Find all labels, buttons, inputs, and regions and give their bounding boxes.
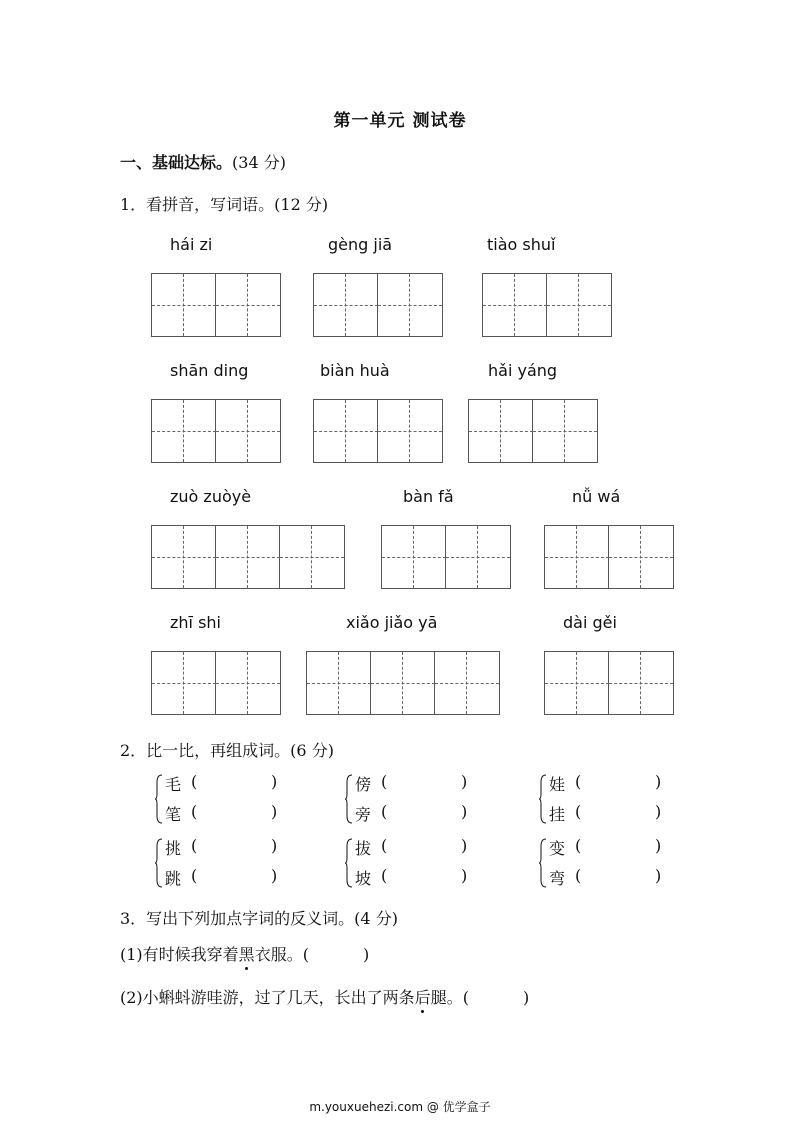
- writing-cell[interactable]: [307, 652, 371, 714]
- paren-close: ): [655, 802, 662, 821]
- paren-close: ): [522, 988, 530, 1007]
- section-1-heading: [120, 150, 286, 173]
- question-1-label: 1．看拼音，写词语。(12 分): [120, 195, 329, 214]
- pinyin-label: tiào shuǐ: [487, 235, 556, 254]
- paren-open: (: [191, 772, 198, 791]
- paren-open: (: [381, 802, 388, 821]
- brace-icon: [345, 774, 353, 824]
- footer-watermark: m.youxuehezi.com @ 优学盒子: [309, 1100, 491, 1114]
- paren-open: (: [191, 836, 198, 855]
- paren-open: (: [191, 802, 198, 821]
- sentence-text: 腿。(: [430, 988, 469, 1007]
- pinyin-label: shān ding: [170, 361, 249, 380]
- question-2-label: 2．比一比，再组成词。(6 分): [120, 741, 334, 760]
- brace-icon: [345, 838, 353, 888]
- pinyin-label: gèng jiā: [328, 235, 393, 254]
- writing-cell[interactable]: [609, 652, 673, 714]
- char: 挑: [165, 839, 182, 858]
- section-1-label: 一、基础达标。: [120, 153, 233, 172]
- writing-cell[interactable]: [609, 526, 673, 588]
- writing-cell[interactable]: [216, 652, 280, 714]
- paren-open: (: [381, 836, 388, 855]
- writing-grid[interactable]: [151, 525, 345, 589]
- paren-close: ): [271, 802, 278, 821]
- writing-cell[interactable]: [545, 526, 609, 588]
- question-3-label: 3．写出下列加点字词的反义词。(4 分): [120, 909, 398, 928]
- paren-close: ): [271, 836, 278, 855]
- pinyin-label: zhī shi: [170, 613, 221, 632]
- paren-open: (: [575, 836, 582, 855]
- pinyin-label: nǚ wá: [572, 487, 621, 506]
- char: 挂: [549, 805, 566, 824]
- writing-grid[interactable]: [381, 525, 511, 589]
- page-title: 第一单元 测试卷: [333, 111, 467, 131]
- char: 毛: [165, 775, 182, 794]
- writing-cell[interactable]: [435, 652, 499, 714]
- question-3-sentence-1: [120, 942, 369, 965]
- writing-cell[interactable]: [314, 274, 378, 336]
- paren-close: ): [271, 772, 278, 791]
- writing-grid[interactable]: [151, 651, 281, 715]
- pinyin-label: bàn fǎ: [403, 487, 454, 506]
- writing-grid[interactable]: [306, 651, 500, 715]
- char: 拔: [355, 839, 372, 858]
- char: 娃: [549, 775, 566, 794]
- paren-open: (: [575, 866, 582, 885]
- paren-open: (: [575, 802, 582, 821]
- brace-icon: [539, 774, 547, 824]
- writing-cell[interactable]: [152, 400, 216, 462]
- char: 笔: [165, 805, 182, 824]
- paren-open: (: [191, 866, 198, 885]
- writing-cell[interactable]: [533, 400, 597, 462]
- dotted-char: 后: [415, 985, 431, 1008]
- paren-close: ): [655, 836, 662, 855]
- writing-cell[interactable]: [545, 652, 609, 714]
- char: 弯: [549, 869, 566, 888]
- writing-cell[interactable]: [382, 526, 446, 588]
- paren-close: ): [271, 866, 278, 885]
- writing-grid[interactable]: [313, 399, 443, 463]
- brace-icon: [155, 774, 163, 824]
- writing-cell[interactable]: [152, 526, 216, 588]
- writing-cell[interactable]: [216, 526, 280, 588]
- writing-cell[interactable]: [152, 274, 216, 336]
- writing-grid[interactable]: [313, 273, 443, 337]
- sentence-text: 衣服。(: [254, 945, 309, 964]
- section-1-points: (34 分): [232, 153, 286, 172]
- paren-open: (: [381, 772, 388, 791]
- paren-close: ): [461, 802, 468, 821]
- writing-cell[interactable]: [378, 274, 442, 336]
- writing-cell[interactable]: [483, 274, 547, 336]
- writing-grid[interactable]: [151, 273, 281, 337]
- question-3-sentence-2: [120, 985, 529, 1008]
- writing-cell[interactable]: [216, 400, 280, 462]
- dotted-char: 黑: [239, 942, 255, 965]
- writing-grid[interactable]: [544, 525, 674, 589]
- writing-cell[interactable]: [446, 526, 510, 588]
- paren-close: ): [461, 866, 468, 885]
- char: 旁: [355, 805, 372, 824]
- writing-cell[interactable]: [280, 526, 344, 588]
- pinyin-label: xiǎo jiǎo yā: [346, 613, 438, 632]
- paren-open: (: [381, 866, 388, 885]
- writing-cell[interactable]: [378, 400, 442, 462]
- writing-grid[interactable]: [468, 399, 598, 463]
- paren-close: ): [461, 836, 468, 855]
- paren-open: (: [575, 772, 582, 791]
- char: 跳: [165, 869, 182, 888]
- pinyin-label: hái zi: [170, 235, 213, 254]
- brace-icon: [539, 838, 547, 888]
- sentence-text: (2)小蝌蚪游哇游，过了几天，长出了两条: [120, 988, 415, 1007]
- paren-close: ): [655, 866, 662, 885]
- paren-close: ): [362, 945, 370, 964]
- writing-cell[interactable]: [371, 652, 435, 714]
- pinyin-label: zuò zuòyè: [170, 487, 252, 506]
- paren-close: ): [655, 772, 662, 791]
- pinyin-label: hǎi yáng: [488, 361, 558, 380]
- writing-grid[interactable]: [544, 651, 674, 715]
- writing-cell[interactable]: [152, 652, 216, 714]
- char: 变: [549, 839, 566, 858]
- writing-cell[interactable]: [547, 274, 611, 336]
- writing-cell[interactable]: [216, 274, 280, 336]
- char: 坡: [355, 869, 372, 888]
- char: 傍: [355, 775, 372, 794]
- writing-cell[interactable]: [314, 400, 378, 462]
- sentence-text: (1)有时候我穿着: [120, 945, 239, 964]
- brace-icon: [155, 838, 163, 888]
- pinyin-label: biàn huà: [320, 361, 390, 380]
- writing-cell[interactable]: [469, 400, 533, 462]
- paren-close: ): [461, 772, 468, 791]
- writing-grid[interactable]: [151, 399, 281, 463]
- pinyin-label: dài gěi: [563, 613, 617, 632]
- writing-grid[interactable]: [482, 273, 612, 337]
